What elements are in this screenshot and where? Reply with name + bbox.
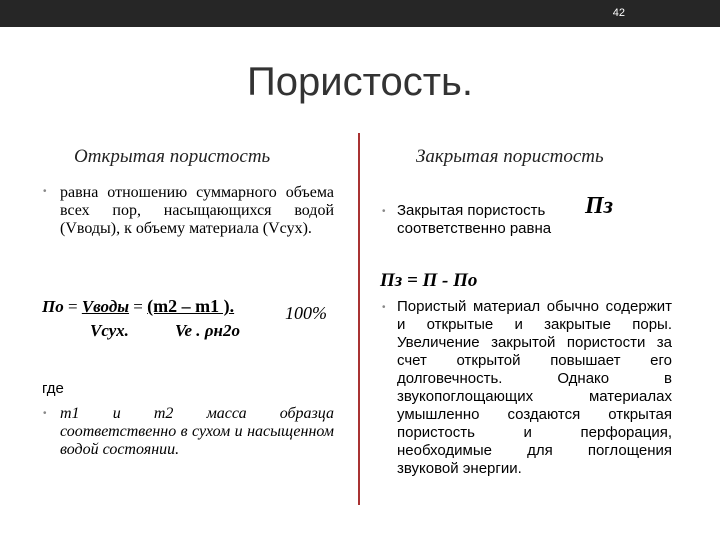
where-text: m1 и m2 масса образца соответственно в сухом и насыщенном водой состоянии. [60, 405, 334, 458]
right-paragraph: Пористый материал обычно содержит и открытые и закрытые поры. Увеличение закрытой пористости за счет открытой повышает его долговечность. Однако в звукопоглощающих материалах умышленно создаются открытая пористость и перфорация, необходимые для поглощения звуковой энергии. [397, 298, 672, 477]
bullet-icon: • [382, 206, 386, 217]
formula-expr-den: Ve . ρн2о [175, 321, 240, 340]
right-heading: Закрытая пористость [416, 146, 604, 167]
left-heading: Открытая пористость [74, 146, 271, 167]
where-label: где [42, 380, 64, 397]
formula-lhs: По [42, 297, 64, 316]
slide-title: Пористость. [247, 60, 473, 104]
left-definition: равна отношению суммарного объема всех пор, насыщающихся водой (Vводы), к объему материала (Vсух). [60, 184, 334, 237]
right-intro: Закрытая пористость соответственно равна [397, 202, 552, 237]
slide-number: 42 [612, 7, 625, 19]
bullet-icon: • [43, 408, 47, 419]
formula-expr-num: (m2 – m1 ). [147, 296, 235, 316]
formula-numerator: Vводы [81, 297, 130, 316]
formula-eq2: = [133, 297, 143, 316]
closed-porosity-formula: Пз = П - По [380, 270, 478, 291]
closed-porosity-symbol: Пз [585, 193, 614, 219]
formula-denominator: Vсух. [90, 321, 129, 340]
column-divider [358, 133, 360, 505]
bullet-icon: • [382, 302, 386, 313]
formula-percent: 100% [285, 303, 327, 323]
bullet-icon: • [43, 186, 47, 197]
formula-eq1: = [67, 297, 78, 316]
open-porosity-formula [42, 296, 234, 317]
